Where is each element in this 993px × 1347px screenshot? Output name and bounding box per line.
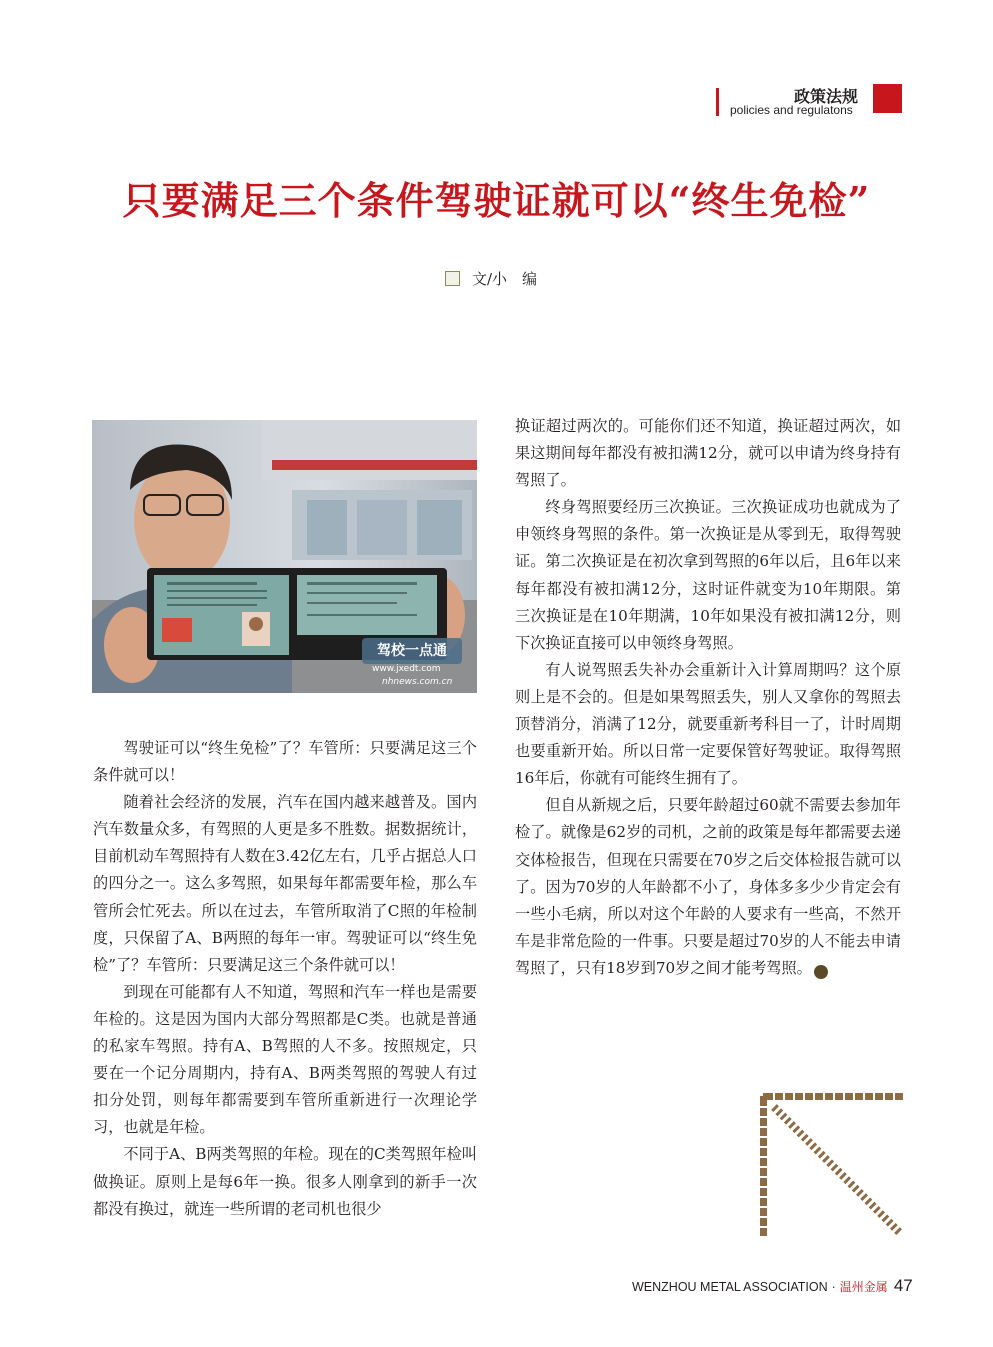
section-square-icon [873, 84, 902, 113]
page-footer [632, 1276, 913, 1296]
left-column [93, 735, 477, 1223]
watermark-badge: 驾校一点通 [377, 643, 447, 659]
byline-text: 文/小 编 [472, 270, 538, 288]
footer-association-en: WENZHOU METAL ASSOCIATION [632, 1280, 828, 1294]
paragraph: 驾驶证可以“终生免检”了？车管所：只要满足这三个条件就可以！ [93, 739, 477, 785]
paragraph-text: 但自从新规之后，只要年龄超过60就不需要去参加年检了。就像是62岁的司机，之前的政策是每年都需要去递交体检报告，但现在只需要在70岁之后交体检报告就可以了。因为70岁的人年龄都不小了，身体多多少少肯定会有一些小毛病，所以对这个年龄的人要求有一些高，不然开车是非常危险的一件事。只要是超过70岁的人不能去申请驾照了，只有18岁到70岁之间才能考驾照。 [515, 796, 901, 977]
footer-separator: · [831, 1280, 836, 1294]
watermark-url-1: www.jxedt.com [372, 664, 441, 674]
paragraph: 随着社会经济的发展，汽车在国内越来越普及。国内汽车数量众多，有驾照的人更是多不胜数。据数据统计，目前机动车驾照持有人数在3.42亿左右，几乎占据总人口的四分之一。这么多驾照，如果每年都需要年检，那么车管所会忙死去。所以在过去，车管所取消了C照的年检制度，只保留了A、B两照的每年一审。驾驶证可以“终生免检”了？车管所：只要满足这三个条件就可以！ [93, 793, 477, 974]
section-divider-bar [716, 88, 719, 116]
paragraph: 换证超过两次的。可能你们还不知道，换证超过两次，如果这期间每年都没有被扣满12分，就可以申请为终身持有驾照了。 [515, 417, 901, 490]
paragraph: 到现在可能都有人不知道，驾照和汽车一样也是需要年检的。这是因为国内大部分驾照都是C类。也就是普通的私家车驾照。持有A、B驾照的人不多。按照规定，只要在一个记分周期内，持有A、B两类驾照的驾驶人有过扣分处罚，则每年都需要到车管所重新进行一次理论学习，也就是年检。 [93, 982, 477, 1137]
paragraph: 终身驾照要经历三次换证。三次换证成功也就成为了申领终身驾照的条件。第一次换证是从零到无，取得驾驶证。第二次换证是在初次拿到驾照的6年以后，且6年以来每年都没有被扣满12分，这时证件就变为10年期限。第三次换证是在10年期满，10年如果没有被扣满12分，则下次换证直接可以申领终身驾照。 [515, 498, 901, 652]
byline-box-icon [445, 271, 460, 286]
section-title-cn: 政策法规 [794, 87, 859, 106]
paragraph: 有人说驾照丢失补办会重新计入计算周期吗？这个原则上是不会的。但是如果驾照丢失，别人又拿你的驾照去顶替消分，消满了12分，就要重新考科目一了，计时周期也要重新开始。所以日常一定要保管好驾驶证。取得驾照16年后，你就有可能终生拥有了。 [515, 660, 901, 788]
section-title-en: policies and regulatons [730, 103, 853, 117]
article-photo [92, 420, 477, 693]
decorative-arrow-icon [760, 1093, 905, 1238]
article-title: 只要满足三个条件驾驶证就可以“终生免检” [122, 178, 871, 223]
byline [445, 268, 537, 289]
footer-association-cn: 温州金属 [839, 1280, 888, 1294]
end-mark-icon: ◆ [814, 965, 828, 979]
watermark-url-2: nhnews.com.cn [382, 677, 453, 687]
page-number: 47 [893, 1276, 913, 1295]
right-column [515, 413, 901, 982]
paragraph: 不同于A、B两类驾照的年检。现在的C类驾照年检叫做换证。原则上是每6年一换。很多人刚拿到的新手一次都没有换过，就连一些所谓的老司机也很少 [93, 1145, 477, 1218]
paragraph-final [515, 792, 901, 982]
